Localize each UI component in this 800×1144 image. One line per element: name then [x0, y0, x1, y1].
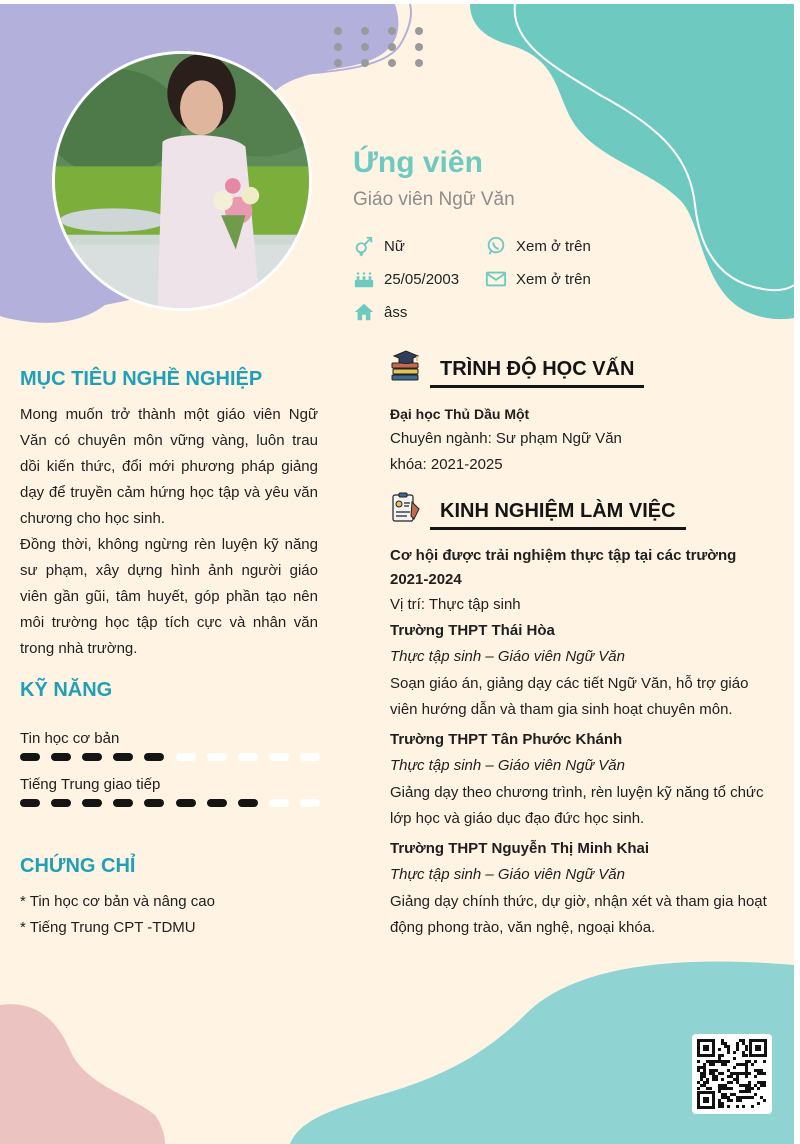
- skill-level-dot: [300, 753, 320, 761]
- envelope-icon: [485, 268, 509, 290]
- job-role: Thực tập sinh – Giáo viên Ngữ Văn: [390, 648, 625, 665]
- skill-level-bar: [20, 753, 320, 763]
- skill-label: Tin học cơ bản: [20, 730, 120, 747]
- skill-level-dot: [20, 799, 40, 807]
- books-graduation-cap-icon: [390, 350, 422, 382]
- objective-paragraph-2: Đồng thời, không ngừng rèn luyện kỹ năng sư phạm, xây dựng hình ảnh người giáo viên gần gũi, tâm huyết, góp phần tạo nên môi trường học tập tích cực và nhân văn trong nhà trường.: [20, 536, 318, 657]
- birthday-info: [353, 268, 459, 290]
- skill-level-dot: [82, 753, 102, 761]
- phone-info: [485, 235, 591, 257]
- certificate-item: * Tin học cơ bản và nâng cao: [20, 893, 215, 910]
- certificate-item: * Tiếng Trung CPT -TDMU: [20, 919, 196, 936]
- job-role: Thực tập sinh – Giáo viên Ngữ Văn: [390, 757, 625, 774]
- skill-level-dot: [20, 753, 40, 761]
- job-description: Giảng dạy chính thức, dự giờ, nhận xét và tham gia hoạt động phong trào, văn nghệ, ngoại khóa.: [390, 893, 767, 936]
- education-major: Chuyên ngành: Sư phạm Ngữ Văn: [390, 430, 622, 447]
- home-icon: [353, 301, 377, 323]
- gender-icon: [353, 235, 377, 257]
- experience-heading: Cơ hội được trải nghiệm thực tập tại các trường: [390, 547, 737, 564]
- skill-level-dot: [82, 799, 102, 807]
- gender-value: Nữ: [384, 237, 405, 255]
- skills-title: KỸ NĂNG: [20, 679, 113, 701]
- certificates-title: CHỨNG CHỈ: [20, 855, 136, 877]
- candidate-role: Giáo viên Ngữ Văn: [353, 189, 515, 210]
- birthday-cake-icon: [353, 268, 377, 290]
- skill-level-dot: [176, 753, 196, 761]
- education-title: TRÌNH ĐỘ HỌC VẤN: [430, 358, 644, 388]
- skill-level-dot: [51, 753, 71, 761]
- education-period: khóa: 2021-2025: [390, 456, 503, 473]
- job-school: Trường THPT Nguyễn Thị Minh Khai: [390, 840, 650, 857]
- skill-level-dot: [238, 753, 258, 761]
- qr-code-image: [692, 1034, 772, 1114]
- experience-header: [390, 492, 686, 524]
- skill-level-dot: [51, 799, 71, 807]
- gender-info: [353, 235, 405, 257]
- skill-level-dot: [207, 753, 227, 761]
- experience-period: 2021-2024: [390, 571, 462, 588]
- skill-level-bar: [20, 799, 320, 809]
- skill-level-dot: [176, 799, 196, 807]
- experience-title: KINH NGHIỆM LÀM VIỆC: [430, 500, 686, 530]
- objective-paragraph-1: Mong muốn trở thành một giáo viên Ngữ Văn có chuyên môn vững vàng, luôn trau dồi kiến thức, đổi mới phương pháp giảng dạy để truyền cảm hứng học tập và yêu văn chương cho học sinh.: [20, 406, 318, 527]
- skill-level-dot: [300, 799, 320, 807]
- skill-level-dot: [113, 799, 133, 807]
- skill-level-dot: [269, 799, 289, 807]
- candidate-name: Ứng viên: [353, 146, 483, 179]
- job-role: Thực tập sinh – Giáo viên Ngữ Văn: [390, 866, 625, 883]
- skill-level-dot: [238, 799, 258, 807]
- job-school: Trường THPT Thái Hòa: [390, 622, 555, 639]
- skill-level-dot: [144, 799, 164, 807]
- education-header: [390, 350, 644, 382]
- birthday-value: 25/05/2003: [384, 270, 460, 288]
- skill-level-dot: [144, 753, 164, 761]
- objective-title: MỤC TIÊU NGHỀ NGHIỆP: [20, 368, 263, 390]
- skill-level-dot: [207, 799, 227, 807]
- qr-code[interactable]: [692, 1034, 772, 1114]
- profile-photo: [52, 51, 312, 311]
- clipboard-icon: [390, 492, 422, 524]
- whatsapp-icon: [485, 235, 509, 257]
- job-description: Giảng dạy theo chương trình, rèn luyện kỹ năng tổ chức lớp học và giáo dục đạo đức học sinh.: [390, 784, 764, 827]
- pink-blob: [0, 1004, 165, 1144]
- address-value: âss: [384, 303, 408, 321]
- phone-value: Xem ở trên: [516, 237, 591, 255]
- education-school: Đại học Thủ Dầu Một: [390, 406, 530, 422]
- skill-level-dot: [269, 753, 289, 761]
- job-school: Trường THPT Tân Phước Khánh: [390, 731, 623, 748]
- email-value: Xem ở trên: [516, 270, 591, 288]
- email-info: [485, 268, 591, 290]
- skill-level-dot: [113, 753, 133, 761]
- address-info: [353, 301, 407, 323]
- job-description: Soạn giáo án, giảng dạy các tiết Ngữ Văn, hỗ trợ giáo viên hướng dẫn và tham gia sinh hoạt chuyên môn.: [390, 675, 749, 718]
- skill-label: Tiếng Trung giao tiếp: [20, 776, 161, 793]
- experience-position: Vị trí: Thực tập sinh: [390, 596, 521, 613]
